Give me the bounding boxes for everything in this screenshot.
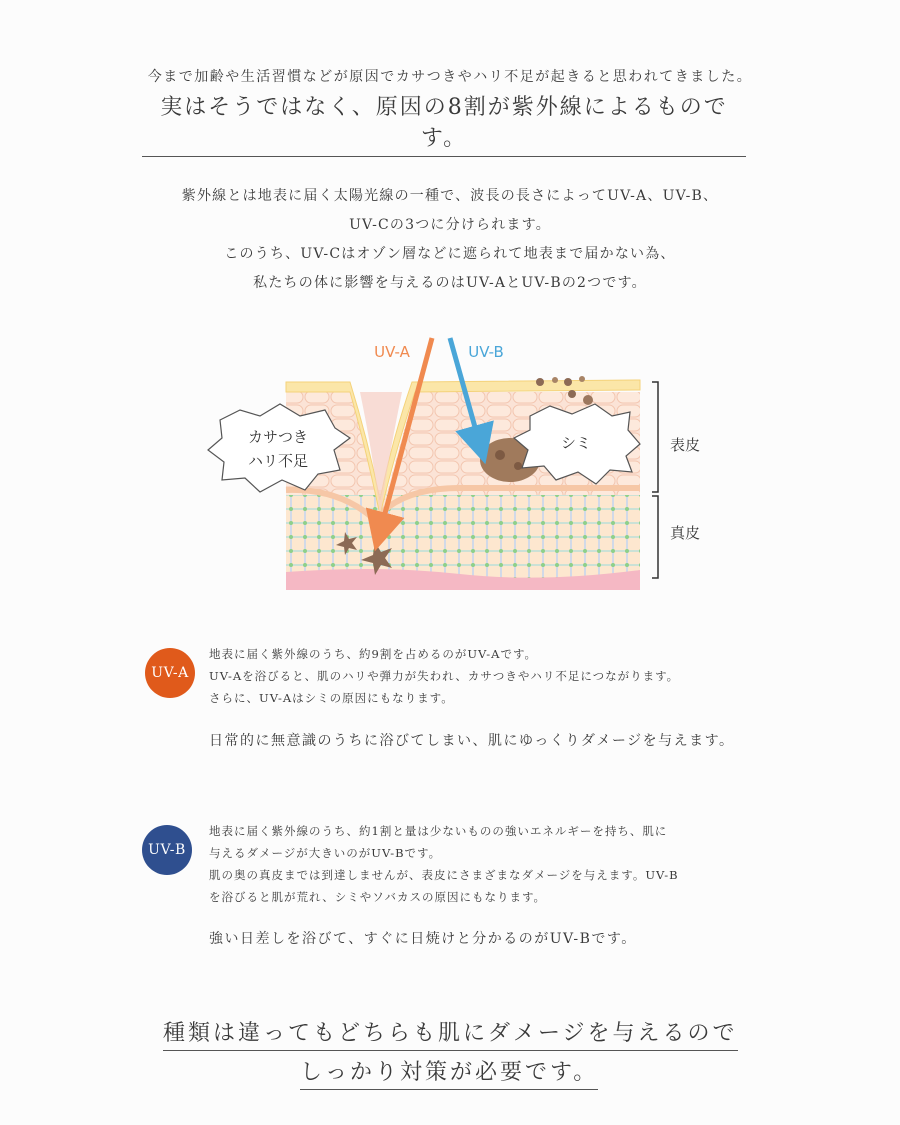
skin-diagram: [200, 320, 720, 610]
uvb-emphasis: 強い日差しを浴びて、すぐに日焼けと分かるのがUV-Bです。: [209, 931, 637, 947]
uvb-badge: UV-B: [142, 825, 192, 875]
description-line: 地表に届く紫外線のうち、約1割と量は少ないものの強いエネルギーを持ち、肌に: [209, 824, 668, 838]
uva-badge: UV-A: [145, 648, 195, 698]
uva-emphasis: 日常的に無意識のうちに浴びてしまい、肌にゆっくりダメージを与えます。: [209, 733, 735, 749]
uvb-label: UV-B: [468, 343, 504, 361]
dermis-layer: [286, 490, 640, 580]
description-line: 地表に届く紫外線のうち、約9割を占めるのがUV-Aです。: [209, 647, 538, 661]
paragraph-line: 私たちの体に影響を与えるのはUV-AとUV-Bの2つです。: [253, 275, 647, 291]
paragraph-line: UV-Cの3つに分けられます。: [349, 217, 551, 233]
description-line: 与えるダメージが大きいのがUV-Bです。: [209, 846, 442, 860]
uv-explanation: [0, 182, 900, 298]
description-line: 肌の奥の真皮までは到達しませんが、表皮にさまざまなダメージを与えます。UV-B: [209, 868, 679, 882]
intro-line: 今まで加齢や生活習慣などが原因でカサつきやハリ不足が起きると思われてきました。: [147, 69, 753, 85]
paragraph-line: このうち、UV-Cはオゾン層などに遮られて地表まで届かない為、: [224, 246, 676, 262]
uvb-description: [209, 820, 679, 908]
conclusion-line: しっかり対策が必要です。: [300, 1055, 598, 1090]
description-line: を浴びると肌が荒れ、シミやソバカスの原因にもなります。: [209, 890, 547, 904]
intro-headline: 実はそうではなく、原因の8割が紫外線によるものです。: [142, 90, 746, 157]
bubble-text: ハリ不足: [247, 452, 309, 470]
bubble-text: シミ: [560, 434, 592, 452]
epidermis-label: 表皮: [670, 436, 701, 454]
bubble-text: カサつき: [247, 428, 309, 446]
dermis-bracket: [652, 496, 658, 578]
conclusion-line: 種類は違ってもどちらも肌にダメージを与えるので: [163, 1016, 738, 1051]
uva-label: UV-A: [374, 343, 410, 361]
epidermis-bracket: [652, 382, 658, 492]
description-line: UV-Aを浴びると、肌のハリや弾力が失われ、カサつきやハリ不足につながります。: [209, 669, 680, 683]
description-line: さらに、UV-Aはシミの原因にもなります。: [209, 691, 454, 705]
paragraph-line: 紫外線とは地表に届く太陽光線の一種で、波長の長さによってUV-A、UV-B、: [181, 188, 719, 204]
uva-description: [209, 643, 679, 709]
dermis-label: 真皮: [670, 524, 701, 542]
